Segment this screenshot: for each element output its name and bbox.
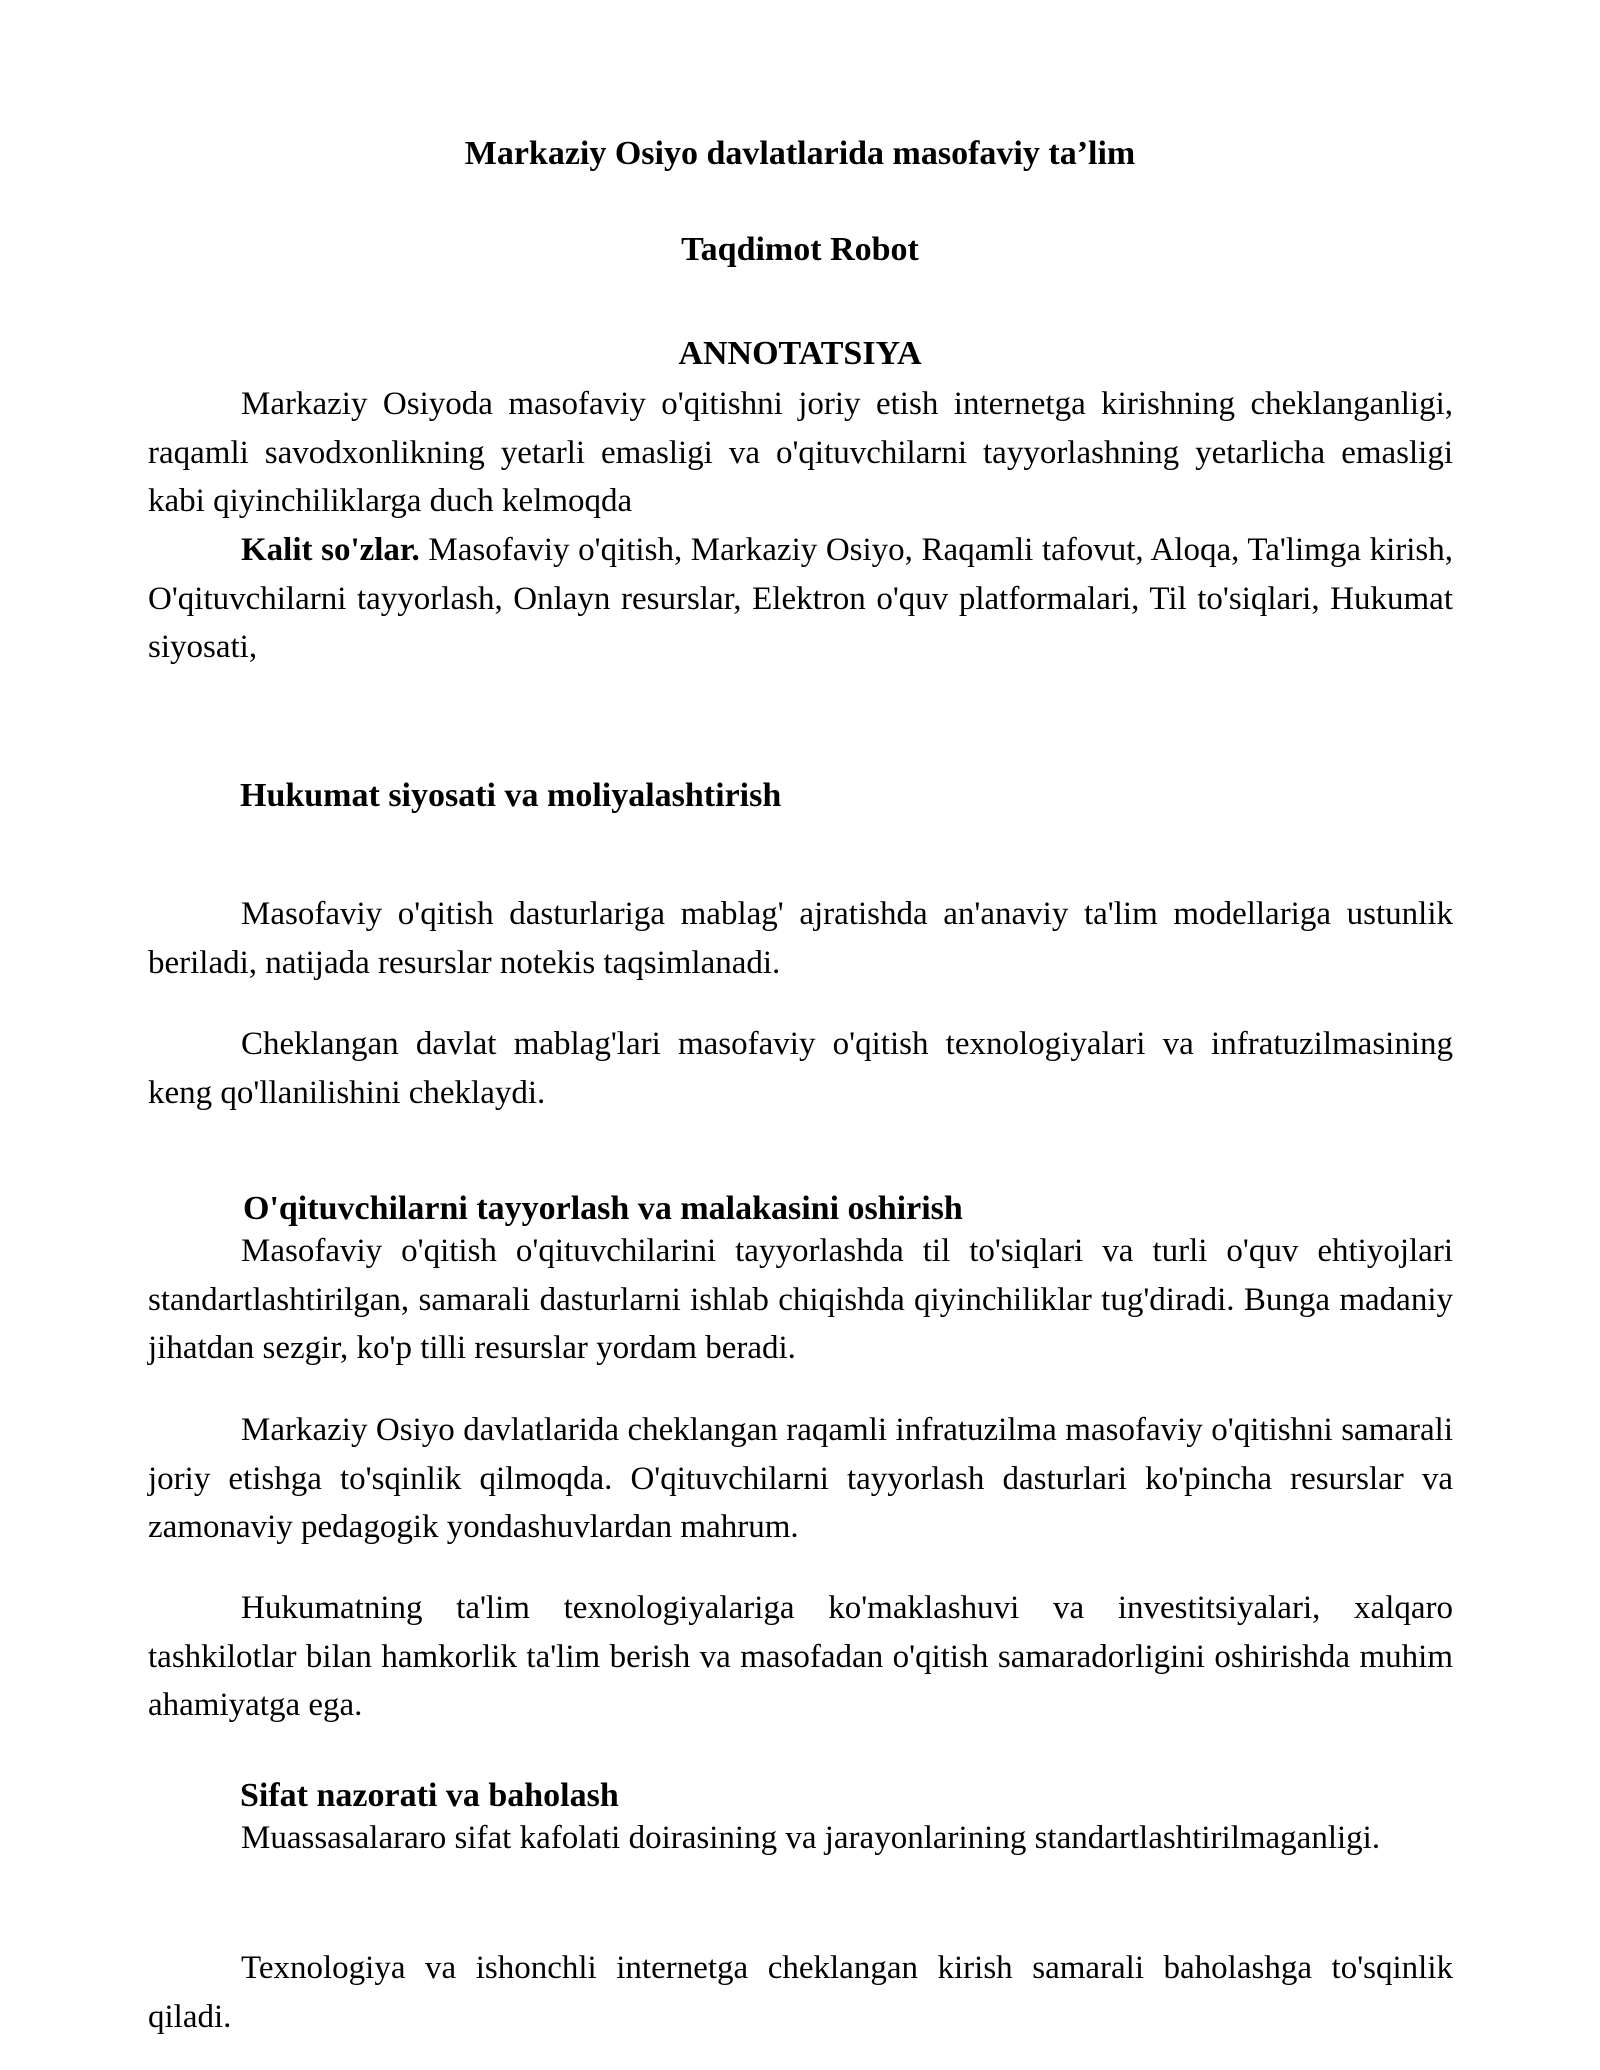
section-paragraph: Masofaviy o'qitish dasturlariga mablag' ajratishda an'anaviy ta'lim modellariga ustunlik beriladi, natijada resurslar notekis taqsimlanadi. — [148, 896, 1453, 981]
document-author: Taqdimot Robot — [681, 231, 919, 268]
section-paragraph: Markaziy Osiyo davlatlarida cheklangan raqamli infratuzilma masofaviy o'qitishni samarali joriy etishga to'sqinlik qilmoqda. O'qituvchilarni tayyorlash dasturlari ko'pincha resurslar va zamonaviy pedagogik yondashuvlardan mahrum. — [148, 1412, 1453, 1545]
section-paragraph: Muassasalararo sifat kafolati doirasining va jarayonlarining standartlashtirilmaganligi. — [241, 1820, 1381, 1856]
keywords-label: Kalit so'zlar. — [241, 532, 420, 568]
section-paragraph: Texnologiya va ishonchli internetga cheklangan kirish samarali baholashga to'sqinlik qiladi. — [148, 1950, 1453, 2035]
section-paragraph: Masofaviy o'qitish o'qituvchilarini tayyorlashda til to'siqlari va turli o'quv ehtiyojlari standartlashtirilgan, samarali dasturlarni ishlab chiqishda qiyinchiliklar tug'diradi. Bunga madaniy jihatdan sezgir, ko'p tilli resurslar yordam beradi. — [148, 1233, 1453, 1366]
document-title: Markaziy Osiyo davlatlarida masofaviy ta’lim — [464, 135, 1136, 172]
section-heading: O'qituvchilarni tayyorlash va malakasini oshirish — [243, 1190, 963, 1227]
section-heading: Hukumat siyosati va moliyalashtirish — [240, 777, 782, 814]
annotation-paragraph: Markaziy Osiyoda masofaviy o'qitishni joriy etish internetga kirishning cheklanganligi, raqamli savodxonlikning yetarli emasligi va o'qituvchilarni tayyorlashning yetarlicha emasligi kabi qiyinchiliklarga duch kelmoqda — [148, 386, 1453, 519]
keywords-text: Masofaviy o'qitish, Markaziy Osiyo, Raqamli tafovut, Aloqa, Ta'limga kirish, O'qituvchilarni tayyorlash, Onlayn resurslar, Elektron o'quv platformalari, Til to'siqlari, Hukumat siyosati, — [148, 532, 1453, 665]
section-paragraph: Cheklangan davlat mablag'lari masofaviy o'qitish texnologiyalari va infratuzilmasining keng qo'llanilishini cheklaydi. — [148, 1026, 1453, 1111]
keywords-paragraph — [148, 526, 1453, 672]
section-heading: Sifat nazorati va baholash — [240, 1777, 619, 1814]
annotation-heading: ANNOTATSIYA — [678, 335, 922, 372]
section-paragraph: Hukumatning ta'lim texnologiyalariga ko'maklashuvi va investitsiyalari, xalqaro tashkilotlar bilan hamkorlik ta'lim berish va masofadan o'qitish samaradorligini oshirishda muhim ahamiyatga ega. — [148, 1590, 1453, 1723]
